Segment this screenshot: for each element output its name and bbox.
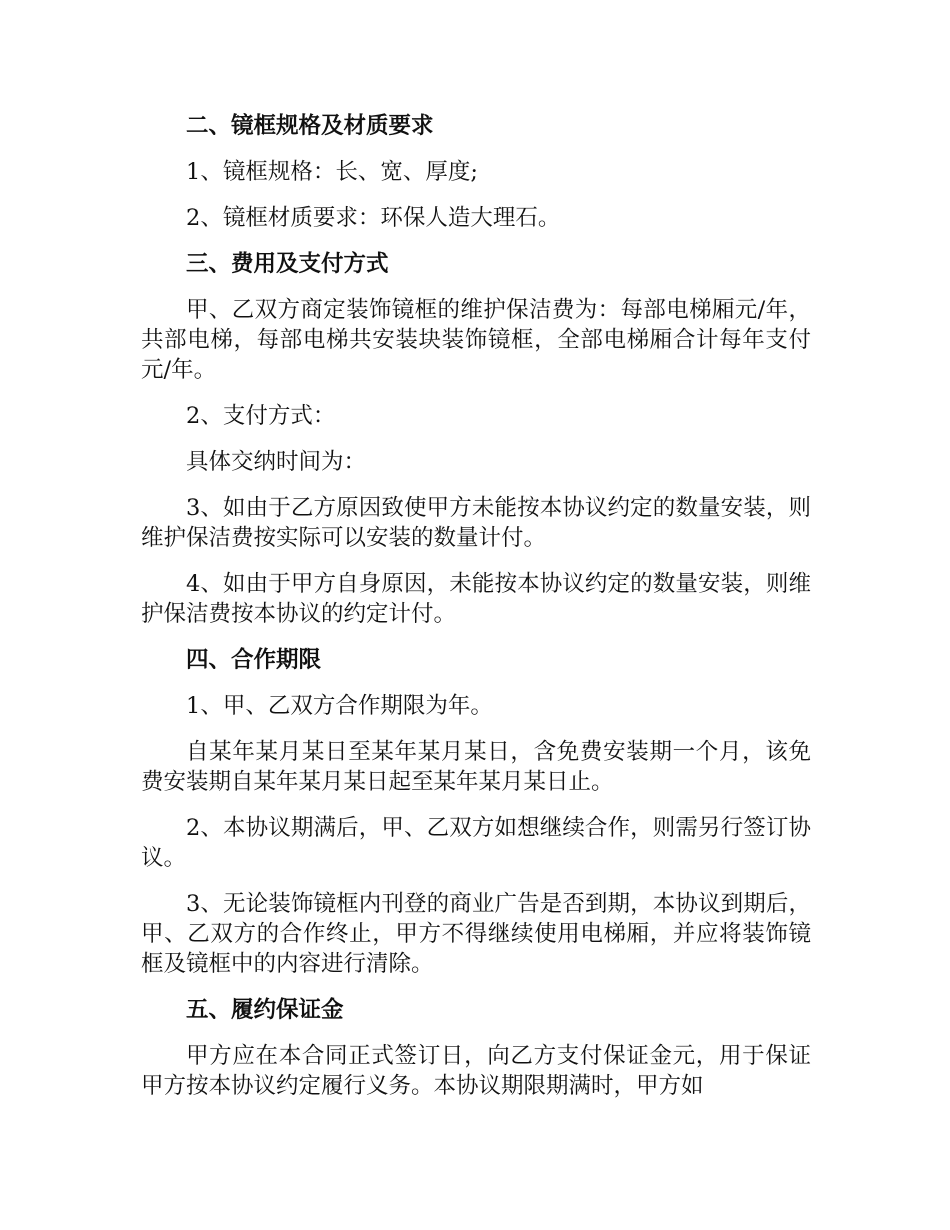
- section-heading: 四、合作期限: [186, 647, 322, 673]
- paragraph: 3、无论装饰镜框内刊登的商业广告是否到期，本协议到期后，甲、乙双方的合作终止，甲方不得继续使用电梯厢，并应将装饰镜框及镜框中的内容进行清除。: [141, 891, 811, 977]
- paragraph: 自某年某月某日至某年某月某日，含免费安装期一个月，该免费安装期自某年某月某日起至某年某月某日止。: [141, 739, 811, 795]
- paragraph: 2、本协议期满后，甲、乙双方如想继续合作，则需另行签订协议。: [141, 815, 811, 871]
- paragraph: 2、镜框材质要求：环保人造大理石。: [186, 205, 561, 231]
- paragraph: 3、如由于乙方原因致使甲方未能按本协议约定的数量安装，则维护保洁费按实际可以安装的数量计付。: [141, 495, 811, 551]
- section-heading: 三、费用及支付方式: [186, 251, 389, 277]
- paragraph: 4、如由于甲方自身原因，未能按本协议约定的数量安装，则维护保洁费按本协议的约定计付。: [141, 571, 811, 627]
- document-body: [141, 111, 811, 1117]
- paragraph: 甲、乙双方商定装饰镜框的维护保洁费为：每部电梯厢元/年，共部电梯，每部电梯共安装块装饰镜框，全部电梯厢合计每年支付元/年。: [141, 297, 811, 383]
- paragraph: 具体交纳时间为：: [186, 449, 367, 475]
- paragraph: 1、镜框规格：长、宽、厚度;: [186, 159, 478, 185]
- paragraph: 甲方应在本合同正式签订日，向乙方支付保证金元，用于保证甲方按本协议约定履行义务。本协议期限期满时，甲方如: [141, 1043, 811, 1099]
- section-heading: 五、履约保证金: [186, 997, 344, 1023]
- paragraph: 2、支付方式：: [186, 403, 336, 429]
- section-heading: 二、镜框规格及材质要求: [186, 113, 434, 139]
- paragraph: 1、甲、乙双方合作期限为年。: [186, 693, 493, 719]
